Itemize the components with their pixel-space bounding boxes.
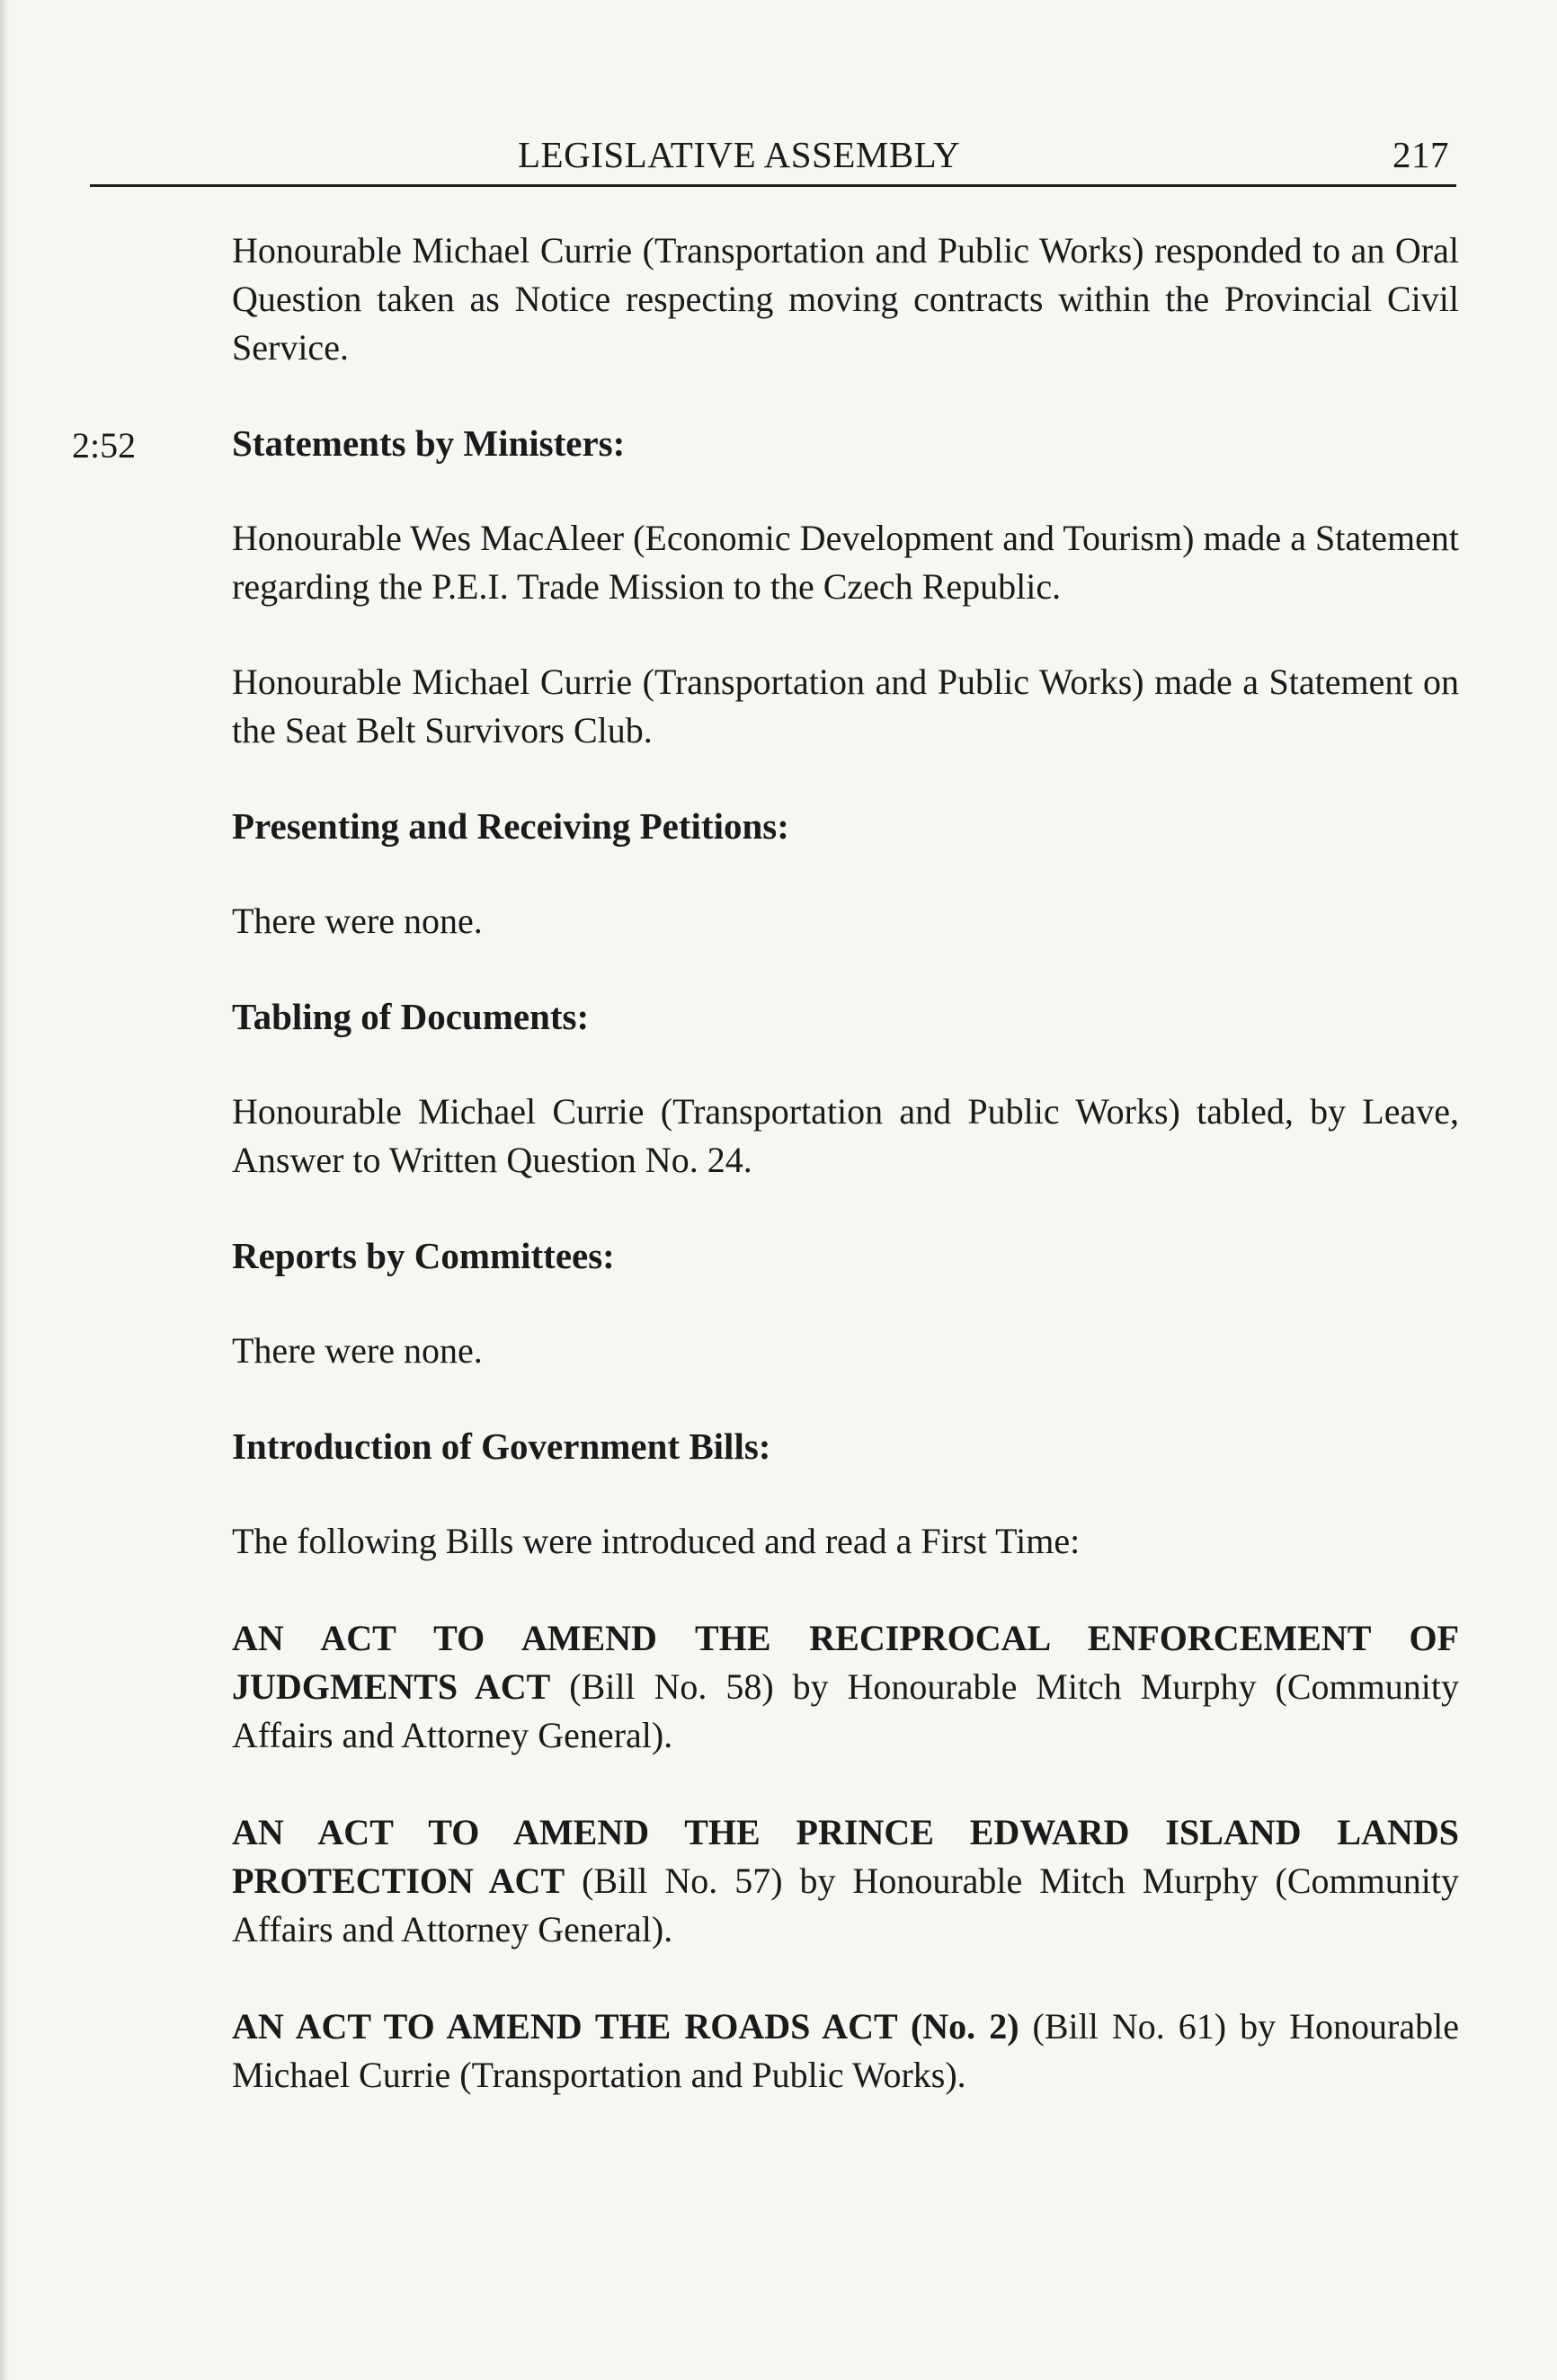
bill-details: (Bill No. 61) by Honourable Michael Currie (Transportation and Public Works).	[232, 2006, 1459, 2095]
page-edge-shadow	[0, 0, 9, 2380]
document-body	[232, 226, 1459, 2100]
bill-details: (Bill No. 58) by Honourable Mitch Murphy (Community Affairs and Attorney General).	[232, 1666, 1459, 1755]
bill-title: AN ACT TO AMEND THE PRINCE EDWARD ISLAND LANDS PROTECTION ACT	[232, 1812, 1459, 1901]
heading-statements-by-ministers: Statements by Ministers:	[232, 422, 626, 464]
heading-reports-by-committees: Reports by Committees:	[232, 1235, 615, 1276]
paragraph-petitions-none: There were none.	[232, 901, 483, 941]
bill-entry	[232, 1808, 1459, 1954]
paragraph-oral-question-response: Honourable Michael Currie (Transportation and Public Works) responded to an Oral Question taken as Notice respecting moving contracts within the Provincial Civil Service.	[232, 230, 1459, 368]
paragraph-statement-currie: Honourable Michael Currie (Transportation and Public Works) made a Statement on the Seat Belt Survivors Club.	[232, 662, 1459, 750]
heading-tabling-of-documents: Tabling of Documents:	[232, 996, 590, 1037]
bill-entry	[232, 1614, 1459, 1760]
heading-government-bills: Introduction of Government Bills:	[232, 1425, 771, 1467]
bill-details: (Bill No. 57) by Honourable Mitch Murphy (Community Affairs and Attorney General).	[232, 1860, 1459, 1949]
paragraph-bills-intro: The following Bills were introduced and read a First Time:	[232, 1521, 1081, 1561]
header-title: LEGISLATIVE ASSEMBLY	[518, 134, 961, 175]
bill-title: AN ACT TO AMEND THE RECIPROCAL ENFORCEMENT OF JUDGMENTS ACT	[232, 1618, 1459, 1707]
heading-petitions: Presenting and Receiving Petitions:	[232, 805, 789, 847]
paragraph-reports-none: There were none.	[232, 1330, 483, 1371]
paragraph-tabling: Honourable Michael Currie (Transportation and Public Works) tabled, by Leave, Answer to Written Question No. 24.	[232, 1091, 1459, 1180]
header-rule	[90, 184, 1456, 187]
bill-title: AN ACT TO AMEND THE ROADS ACT (No. 2)	[232, 2006, 1019, 2047]
page-number: 217	[1392, 134, 1449, 175]
paragraph-statement-macaleer: Honourable Wes MacAleer (Economic Development and Tourism) made a Statement regarding the P.E.I. Trade Mission to the Czech Republic.	[232, 518, 1459, 607]
margin-time: 2:52	[72, 425, 137, 466]
bill-entry	[232, 2003, 1459, 2100]
page-header	[90, 133, 1456, 187]
